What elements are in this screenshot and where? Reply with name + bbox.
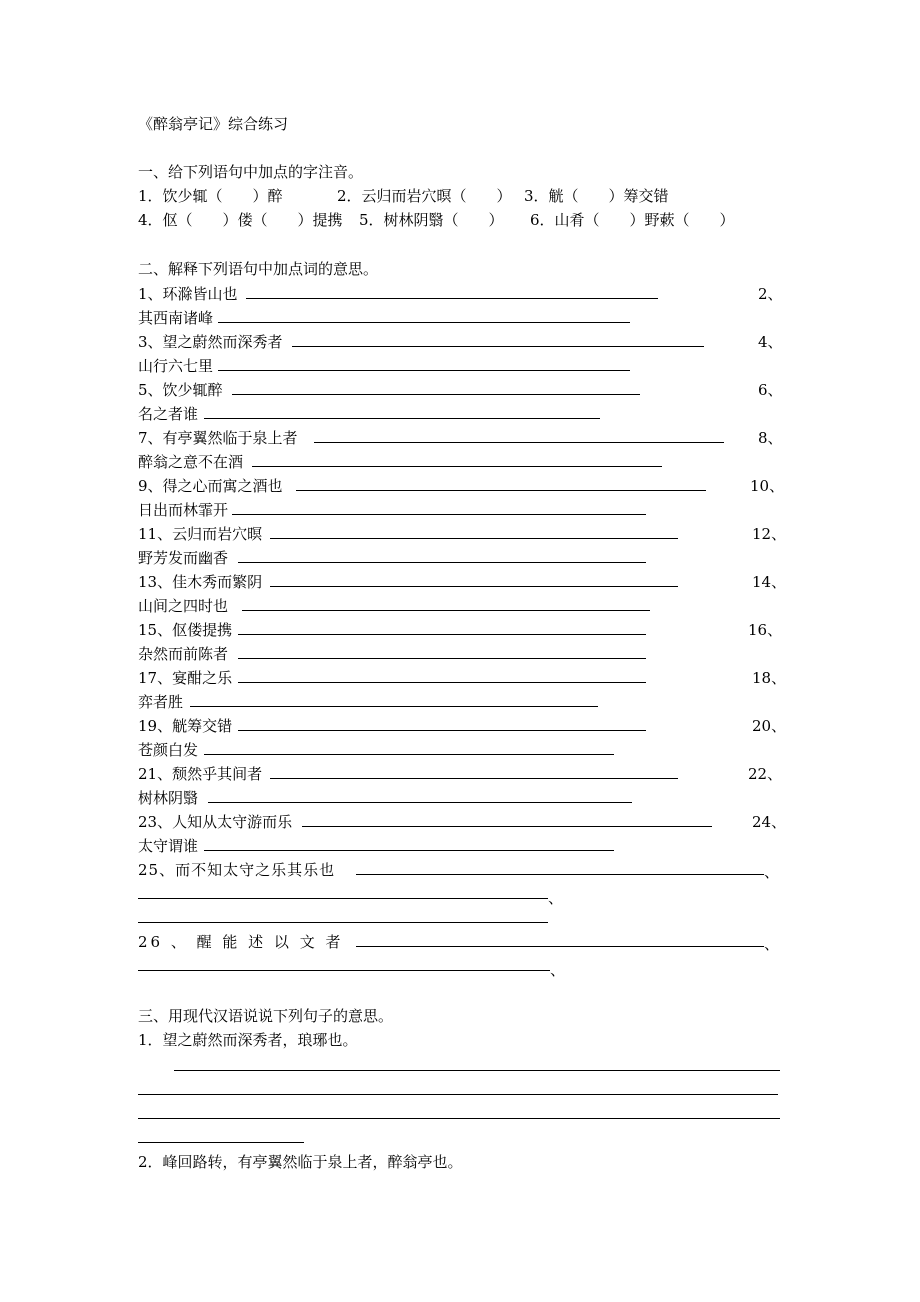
section1-heading: 一、给下列语句中加点的字注音。 <box>138 163 364 181</box>
answer-line-26a[interactable] <box>356 946 764 947</box>
answer-line-10[interactable] <box>232 514 646 515</box>
section1-q5: 5．树林阴翳（ ） <box>359 211 504 229</box>
item-18: 弈者胜 <box>138 693 184 711</box>
item-24: 太守谓谁 <box>138 837 199 855</box>
item-16: 杂然而前陈者 <box>138 645 229 663</box>
item-22-number: 22、 <box>748 765 783 783</box>
answer-line-3[interactable] <box>292 346 704 347</box>
item-10-number: 10、 <box>750 477 785 495</box>
comma-26b: 、 <box>550 961 566 979</box>
section1-q6: 6．山肴（ ）野蔌（ ） <box>530 211 735 229</box>
answer-line-26b[interactable] <box>138 970 550 971</box>
answer-line-6[interactable] <box>204 418 600 419</box>
item-9: 9、得之心而寓之酒也 <box>138 477 283 495</box>
answer-line-20[interactable] <box>204 754 614 755</box>
answer-line-22[interactable] <box>208 802 632 803</box>
item-7: 7、有亭翼然临于泉上者 <box>138 429 298 447</box>
answer-line-25b[interactable] <box>138 898 548 899</box>
answer-line-7[interactable] <box>314 442 724 443</box>
answer-line-15[interactable] <box>238 634 646 635</box>
item-5: 5、饮少辄醉 <box>138 381 223 399</box>
section3-answer-line-2[interactable] <box>138 1094 778 1095</box>
answer-line-1[interactable] <box>246 298 658 299</box>
item-6: 名之者谁 <box>138 405 199 423</box>
answer-line-11[interactable] <box>270 538 678 539</box>
item-10: 日出而林霏开 <box>138 501 229 519</box>
answer-line-16[interactable] <box>238 658 646 659</box>
answer-line-13[interactable] <box>270 586 678 587</box>
answer-line-8[interactable] <box>252 466 662 467</box>
item-3: 3、望之蔚然而深秀者 <box>138 333 283 351</box>
item-20: 苍颜白发 <box>138 741 199 759</box>
answer-line-18[interactable] <box>190 706 598 707</box>
item-6-number: 6、 <box>758 381 783 399</box>
section2-heading: 二、解释下列语句中加点词的意思。 <box>138 260 379 278</box>
answer-line-4[interactable] <box>218 370 630 371</box>
item-4: 山行六七里 <box>138 357 214 375</box>
item-13: 13、佳木秀而繁阴 <box>138 573 263 591</box>
item-14: 山间之四时也 <box>138 597 229 615</box>
comma-25a: 、 <box>764 863 780 881</box>
item-1: 1、环滁皆山也 <box>138 285 238 303</box>
answer-line-2[interactable] <box>218 322 630 323</box>
item-21: 21、颓然乎其间者 <box>138 765 263 783</box>
section1-q3: 3．觥（ ）筹交错 <box>524 187 669 205</box>
item-2-number: 2、 <box>758 285 783 303</box>
item-18-number: 18、 <box>752 669 787 687</box>
item-15: 15、伛偻提携 <box>138 621 233 639</box>
section3-heading: 三、用现代汉语说说下列句子的意思。 <box>138 1007 394 1025</box>
comma-25b: 、 <box>548 889 564 907</box>
item-14-number: 14、 <box>752 573 787 591</box>
item-20-number: 20、 <box>752 717 787 735</box>
item-19: 19、觥筹交错 <box>138 717 233 735</box>
item-24-number: 24、 <box>752 813 787 831</box>
item-4-number: 4、 <box>758 333 783 351</box>
item-25: 25、而不知太守之乐其乐也 <box>138 861 336 879</box>
item-23: 23、人知从太守游而乐 <box>138 813 293 831</box>
item-22: 树林阴翳 <box>138 789 199 807</box>
answer-line-25c[interactable] <box>138 922 548 923</box>
answer-line-14[interactable] <box>242 610 650 611</box>
item-12: 野芳发而幽香 <box>138 549 229 567</box>
item-2: 其西南诸峰 <box>138 309 214 327</box>
item-26: 26 、 醒 能 述 以 文 者 <box>138 933 344 951</box>
section1-q4: 4．伛（ ）偻（ ）提携 <box>138 211 343 229</box>
item-8: 醉翁之意不在酒 <box>138 453 244 471</box>
answer-line-5[interactable] <box>232 394 640 395</box>
section3-answer-line-1[interactable] <box>174 1070 780 1071</box>
answer-line-17[interactable] <box>238 682 646 683</box>
section1-q1: 1．饮少辄（ ）醉 <box>138 187 283 205</box>
section3-q2: 2．峰回路转，有亭翼然临于泉上者，醉翁亭也。 <box>138 1153 463 1171</box>
answer-line-25a[interactable] <box>356 874 764 875</box>
item-12-number: 12、 <box>752 525 787 543</box>
section3-q1: 1．望之蔚然而深秀者，琅琊也。 <box>138 1031 358 1049</box>
section1-q2: 2．云归而岩穴暝（ ） <box>337 187 512 205</box>
answer-line-9[interactable] <box>296 490 706 491</box>
section3-answer-line-3[interactable] <box>138 1118 780 1119</box>
answer-line-23[interactable] <box>302 826 712 827</box>
answer-line-21[interactable] <box>270 778 678 779</box>
section3-answer-line-4[interactable] <box>138 1142 304 1143</box>
item-8-number: 8、 <box>758 429 783 447</box>
item-17: 17、宴酣之乐 <box>138 669 233 687</box>
item-16-number: 16、 <box>748 621 783 639</box>
page-title: 《醉翁亭记》综合练习 <box>138 115 289 133</box>
item-11: 11、云归而岩穴暝 <box>138 525 263 543</box>
answer-line-24[interactable] <box>204 850 614 851</box>
answer-line-12[interactable] <box>238 562 646 563</box>
comma-26a: 、 <box>764 935 780 953</box>
answer-line-19[interactable] <box>238 730 646 731</box>
